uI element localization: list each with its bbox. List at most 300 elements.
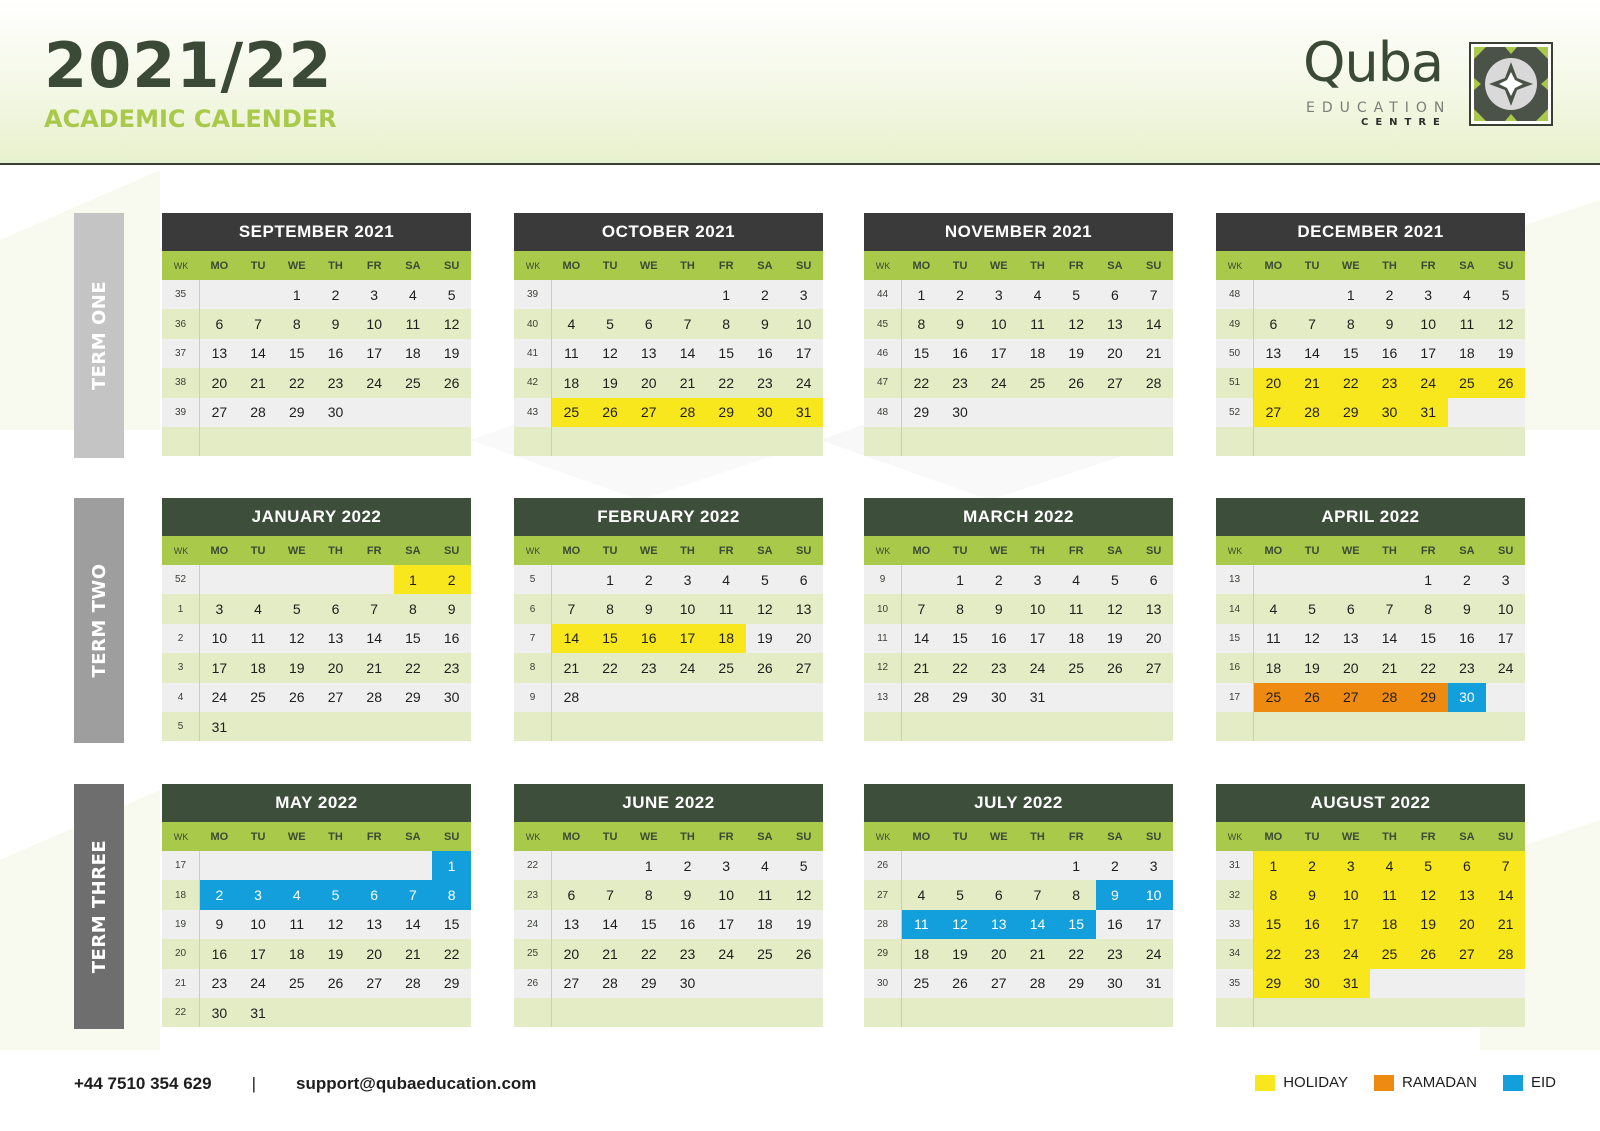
week-row [514, 880, 823, 909]
day-cell: 4 [1269, 601, 1278, 618]
day-cell: 6 [331, 601, 340, 618]
day-cell [1057, 427, 1096, 456]
week-row [514, 339, 823, 368]
day-cell [1096, 683, 1135, 712]
day-cell: 25 [718, 659, 734, 676]
day-cell: 10 [1331, 880, 1370, 909]
day-cell: 30 [952, 404, 968, 421]
day-cell: 1 [432, 851, 471, 880]
day-cell: 28 [405, 975, 421, 992]
day-cell [1057, 998, 1096, 1027]
day-cell: 12 [1107, 601, 1123, 618]
week-row [514, 280, 823, 309]
week-row [864, 339, 1173, 368]
day-cell: 22 [1331, 368, 1370, 397]
week-number: 51 [1216, 368, 1254, 397]
day-cell: 28 [1293, 398, 1332, 427]
day-cell: 1 [1254, 851, 1293, 880]
weekday-label: MO [562, 259, 581, 272]
week-number: 39 [514, 280, 552, 309]
weekday-header [514, 536, 823, 565]
week-row [514, 309, 823, 338]
week-number: 13 [1216, 565, 1254, 594]
weekday-label: MO [210, 259, 229, 272]
day-cell [1057, 712, 1096, 741]
weekday-label: TH [1382, 259, 1397, 272]
weekday-label: FR [1068, 259, 1084, 272]
day-cell [394, 398, 433, 427]
day-cell [432, 398, 471, 427]
weekday-label: MO [1264, 830, 1283, 843]
month-calendar [514, 498, 823, 741]
day-cell: 6 [1448, 851, 1487, 880]
week-number: 9 [514, 683, 552, 712]
day-cell: 26 [1107, 659, 1123, 676]
day-cell: 14 [1381, 630, 1398, 647]
day-cell: 20 [563, 945, 580, 962]
weekday-label: SA [1107, 259, 1123, 272]
week-number: 17 [162, 851, 200, 880]
weekday-label: WE [639, 544, 658, 557]
week-row [864, 624, 1173, 653]
weekday-label: TH [328, 544, 343, 557]
day-cell [1448, 427, 1487, 456]
day-cell: 16 [1459, 630, 1475, 647]
day-cell: 25 [1448, 368, 1487, 397]
week-row [162, 851, 471, 880]
day-cell: 1 [292, 286, 301, 303]
day-cell [746, 427, 785, 456]
week-row [864, 851, 1173, 880]
day-cell [316, 712, 355, 741]
day-cell: 11 [1459, 316, 1475, 333]
day-cell: 13 [1342, 630, 1359, 647]
day-cell: 7 [567, 601, 576, 618]
day-cell: 17 [1331, 910, 1370, 939]
day-cell: 10 [679, 601, 696, 618]
day-cell: 8 [956, 601, 964, 618]
week-row [864, 998, 1173, 1027]
week-row [864, 427, 1173, 456]
day-cell [979, 398, 1018, 427]
weekday-label: WE [989, 259, 1008, 272]
day-cell: 15 [1057, 910, 1096, 939]
day-cell: 14 [1304, 345, 1320, 362]
day-cell: 3 [722, 857, 731, 874]
day-cell: 2 [200, 880, 239, 909]
day-cell: 23 [1459, 659, 1475, 676]
day-cell: 31 [250, 1004, 266, 1021]
week-row [864, 368, 1173, 397]
day-cell [239, 851, 278, 880]
day-cell: 13 [1107, 316, 1123, 333]
day-cell [707, 712, 746, 741]
day-cell: 8 [606, 601, 614, 618]
day-cell: 4 [722, 571, 731, 588]
weekday-label: SU [444, 544, 460, 557]
week-number [1216, 998, 1254, 1027]
phone-number[interactable]: +44 7510 354 629 [74, 1074, 212, 1093]
weekday-label: FR [718, 544, 734, 557]
day-cell: 12 [757, 601, 773, 618]
day-cell: 19 [327, 945, 344, 962]
day-cell: 17 [1420, 345, 1436, 362]
day-cell: 20 [366, 945, 382, 962]
day-cell: 27 [211, 404, 228, 421]
day-cell [1254, 280, 1293, 309]
day-cell: 26 [443, 374, 460, 391]
day-cell [355, 998, 394, 1027]
day-cell: 3 [1149, 857, 1158, 874]
day-cell: 19 [1409, 910, 1448, 939]
day-cell: 30 [1448, 683, 1487, 712]
day-cell [277, 565, 316, 594]
week-row [1216, 910, 1525, 939]
day-cell [277, 427, 316, 456]
week-number: 5 [162, 712, 200, 741]
day-cell: 2 [956, 286, 964, 303]
day-cell [1293, 427, 1332, 456]
week-row [1216, 712, 1525, 741]
day-cell: 27 [563, 975, 580, 992]
day-cell [1486, 427, 1525, 456]
day-cell: 5 [1501, 286, 1510, 303]
day-cell: 8 [1346, 316, 1355, 333]
weekday-label: FR [718, 259, 734, 272]
weekday-label: WE [989, 830, 1008, 843]
day-cell: 15 [913, 345, 930, 362]
legend-eid [1503, 1074, 1556, 1091]
day-cell: 9 [956, 316, 964, 333]
day-cell: 2 [761, 286, 769, 303]
day-cell: 8 [722, 316, 731, 333]
day-cell: 11 [1266, 630, 1281, 647]
weekday-label: WE [287, 259, 306, 272]
day-cell: 7 [683, 316, 692, 333]
week-row [162, 368, 471, 397]
day-cell: 28 [1370, 683, 1409, 712]
month-title: MARCH 2022 [864, 498, 1173, 536]
week-row [864, 910, 1173, 939]
week-row [162, 339, 471, 368]
day-cell: 17 [990, 345, 1007, 362]
weekday-label: MO [562, 830, 581, 843]
term-label-one: TERM ONE [88, 280, 110, 391]
day-cell [941, 998, 980, 1027]
day-cell [355, 851, 394, 880]
day-cell: 11 [289, 916, 305, 933]
day-cell: 27 [1254, 398, 1293, 427]
day-cell: 30 [1370, 398, 1409, 427]
day-cell: 21 [563, 659, 580, 676]
weekday-header [162, 822, 471, 851]
day-cell: 6 [1149, 571, 1158, 588]
day-cell: 22 [1068, 945, 1084, 962]
week-number: 37 [162, 339, 200, 368]
day-cell [707, 969, 746, 998]
day-cell [1370, 998, 1409, 1027]
day-cell: 13 [563, 916, 580, 933]
weekday-label: FR [1068, 830, 1084, 843]
day-cell [591, 851, 630, 880]
day-cell [552, 427, 591, 456]
day-cell: 27 [366, 975, 382, 992]
day-cell: 24 [795, 374, 812, 391]
week-row [514, 939, 823, 968]
day-cell: 24 [1145, 945, 1162, 962]
day-cell: 30 [1107, 975, 1123, 992]
day-cell: 18 [707, 624, 746, 653]
day-cell [1096, 998, 1135, 1027]
month-calendar [162, 213, 471, 456]
day-cell: 26 [1068, 374, 1084, 391]
weekday-label: WK [875, 545, 891, 556]
day-cell [277, 851, 316, 880]
weekday-header [162, 536, 471, 565]
day-cell: 29 [913, 404, 930, 421]
week-number: 22 [514, 851, 552, 880]
weekday-header [1216, 536, 1525, 565]
day-cell: 15 [288, 345, 305, 362]
footer-separator: | [251, 1074, 256, 1093]
week-number: 4 [162, 683, 200, 712]
day-cell: 11 [250, 630, 266, 647]
day-cell: 6 [1346, 601, 1355, 618]
day-cell: 13 [211, 345, 228, 362]
day-cell: 11 [757, 887, 773, 904]
day-cell [1134, 683, 1173, 712]
week-number [1216, 712, 1254, 741]
day-cell [668, 712, 707, 741]
day-cell: 28 [366, 689, 382, 706]
weekday-label: MO [912, 544, 931, 557]
week-row [162, 712, 471, 741]
weekday-label: TH [680, 544, 695, 557]
week-row [514, 851, 823, 880]
day-cell [668, 683, 707, 712]
weekday-label: SU [1146, 259, 1162, 272]
day-cell: 18 [757, 916, 773, 933]
week-row [864, 309, 1173, 338]
day-cell [1134, 398, 1173, 427]
weekday-label: WE [287, 544, 306, 557]
weekday-label: SU [1498, 259, 1514, 272]
day-cell: 7 [917, 601, 926, 618]
weekday-label: WK [1227, 545, 1243, 556]
day-cell [316, 565, 355, 594]
day-cell [629, 280, 668, 309]
weekday-label: MO [1264, 259, 1283, 272]
day-cell [668, 280, 707, 309]
day-cell [1331, 565, 1370, 594]
week-row [1216, 880, 1525, 909]
day-cell [1018, 398, 1057, 427]
day-cell [1293, 998, 1332, 1027]
week-number: 8 [514, 653, 552, 682]
term-label-three: TERM THREE [88, 839, 110, 974]
weekday-label: MO [210, 830, 229, 843]
week-number: 31 [1216, 851, 1254, 880]
week-number: 44 [864, 280, 902, 309]
weekday-label: SU [1146, 830, 1162, 843]
day-cell [1331, 998, 1370, 1027]
week-number [162, 427, 200, 456]
week-number [514, 427, 552, 456]
day-cell [979, 427, 1018, 456]
weekday-header [864, 251, 1173, 280]
week-row [864, 280, 1173, 309]
day-cell [1057, 683, 1096, 712]
day-cell [629, 427, 668, 456]
week-number: 25 [514, 939, 552, 968]
day-cell: 22 [405, 659, 421, 676]
week-number: 11 [864, 624, 902, 653]
month-calendar [514, 784, 823, 1027]
day-cell: 30 [327, 404, 344, 421]
day-cell: 18 [1370, 910, 1409, 939]
month-title: JUNE 2022 [514, 784, 823, 822]
day-cell: 23 [990, 659, 1007, 676]
day-cell [1134, 998, 1173, 1027]
day-cell: 8 [1072, 887, 1081, 904]
month-calendar [162, 498, 471, 741]
day-cell: 16 [1381, 345, 1398, 362]
day-cell: 27 [1145, 659, 1162, 676]
day-cell: 4 [409, 286, 417, 303]
weekday-header [864, 822, 1173, 851]
day-cell: 9 [1293, 880, 1332, 909]
week-row [1216, 594, 1525, 623]
email-address[interactable]: support@qubaeducation.com [295, 1074, 537, 1093]
day-cell: 26 [1486, 368, 1525, 397]
week-number: 47 [864, 368, 902, 397]
day-cell: 20 [1254, 368, 1293, 397]
weekday-label: FR [1068, 544, 1084, 557]
day-cell: 29 [288, 404, 305, 421]
day-cell: 20 [327, 659, 344, 676]
day-cell: 22 [443, 945, 460, 962]
day-cell: 12 [327, 916, 344, 933]
day-cell: 25 [552, 398, 591, 427]
day-cell: 25 [1029, 374, 1046, 391]
day-cell: 31 [784, 398, 823, 427]
day-cell: 24 [679, 659, 696, 676]
day-cell: 13 [1145, 601, 1162, 618]
day-cell: 1 [1346, 286, 1355, 303]
day-cell [277, 998, 316, 1027]
day-cell: 19 [952, 945, 968, 962]
day-cell: 12 [795, 887, 812, 904]
week-row [1216, 683, 1525, 712]
day-cell: 18 [405, 345, 421, 362]
day-cell: 7 [254, 316, 262, 333]
day-cell [1254, 712, 1293, 741]
weekday-label: TU [1304, 544, 1320, 557]
week-row [864, 565, 1173, 594]
day-cell: 27 [1448, 939, 1487, 968]
day-cell: 20 [1145, 630, 1162, 647]
day-cell: 12 [1409, 880, 1448, 909]
day-cell: 16 [757, 345, 773, 362]
day-cell [200, 427, 239, 456]
week-number: 13 [864, 683, 902, 712]
day-cell: 31 [1331, 969, 1370, 998]
day-cell: 12 [941, 910, 980, 939]
day-cell: 3 [1501, 571, 1510, 588]
day-cell: 7 [394, 880, 433, 909]
weekday-label: WK [525, 260, 541, 271]
day-cell [239, 712, 278, 741]
day-cell: 26 [288, 689, 305, 706]
day-cell [979, 851, 1018, 880]
day-cell: 14 [250, 345, 266, 362]
day-cell: 21 [913, 659, 930, 676]
month-calendar [1216, 498, 1525, 741]
day-cell [941, 712, 980, 741]
day-cell [746, 969, 785, 998]
weekday-label: TU [250, 544, 266, 557]
day-cell: 19 [795, 916, 812, 933]
day-cell: 4 [567, 316, 576, 333]
weekday-label: SA [1107, 544, 1123, 557]
legend-ramadan-label: RAMADAN [1401, 1074, 1477, 1091]
week-number: 34 [1216, 939, 1254, 968]
day-cell: 23 [679, 945, 696, 962]
eid-swatch [1503, 1075, 1523, 1091]
day-cell: 19 [757, 630, 773, 647]
weekday-label: MO [912, 259, 931, 272]
day-cell [979, 712, 1018, 741]
day-cell: 3 [215, 601, 224, 618]
day-cell: 6 [644, 316, 653, 333]
day-cell: 2 [644, 571, 653, 588]
day-cell [784, 683, 823, 712]
day-cell: 20 [1107, 345, 1123, 362]
term-band-two [74, 498, 124, 743]
week-number: 26 [514, 969, 552, 998]
day-cell [394, 712, 433, 741]
weekday-label: TH [328, 830, 343, 843]
day-cell: 19 [1107, 630, 1123, 647]
day-cell: 1 [394, 565, 433, 594]
day-cell: 18 [1068, 630, 1084, 647]
day-cell: 5 [1072, 286, 1081, 303]
day-cell: 5 [1111, 571, 1119, 588]
day-cell: 2 [331, 286, 340, 303]
weekday-label: FR [718, 830, 734, 843]
weekday-label: TU [602, 544, 618, 557]
week-number: 5 [514, 565, 552, 594]
day-cell: 20 [640, 374, 657, 391]
day-cell [552, 565, 591, 594]
day-cell [707, 998, 746, 1027]
contact-footer [74, 1072, 536, 1096]
week-number: 46 [864, 339, 902, 368]
day-cell: 21 [1486, 910, 1525, 939]
day-cell [1134, 712, 1173, 741]
day-cell [707, 427, 746, 456]
day-cell: 2 [1111, 857, 1119, 874]
day-cell: 7 [1385, 601, 1394, 618]
day-cell: 19 [443, 345, 460, 362]
week-row [864, 969, 1173, 998]
day-cell: 23 [757, 374, 773, 391]
week-number [1216, 427, 1254, 456]
term-label-two: TERM TWO [88, 563, 110, 678]
day-cell [784, 969, 823, 998]
month-calendar [514, 213, 823, 456]
day-cell: 21 [1381, 659, 1398, 676]
